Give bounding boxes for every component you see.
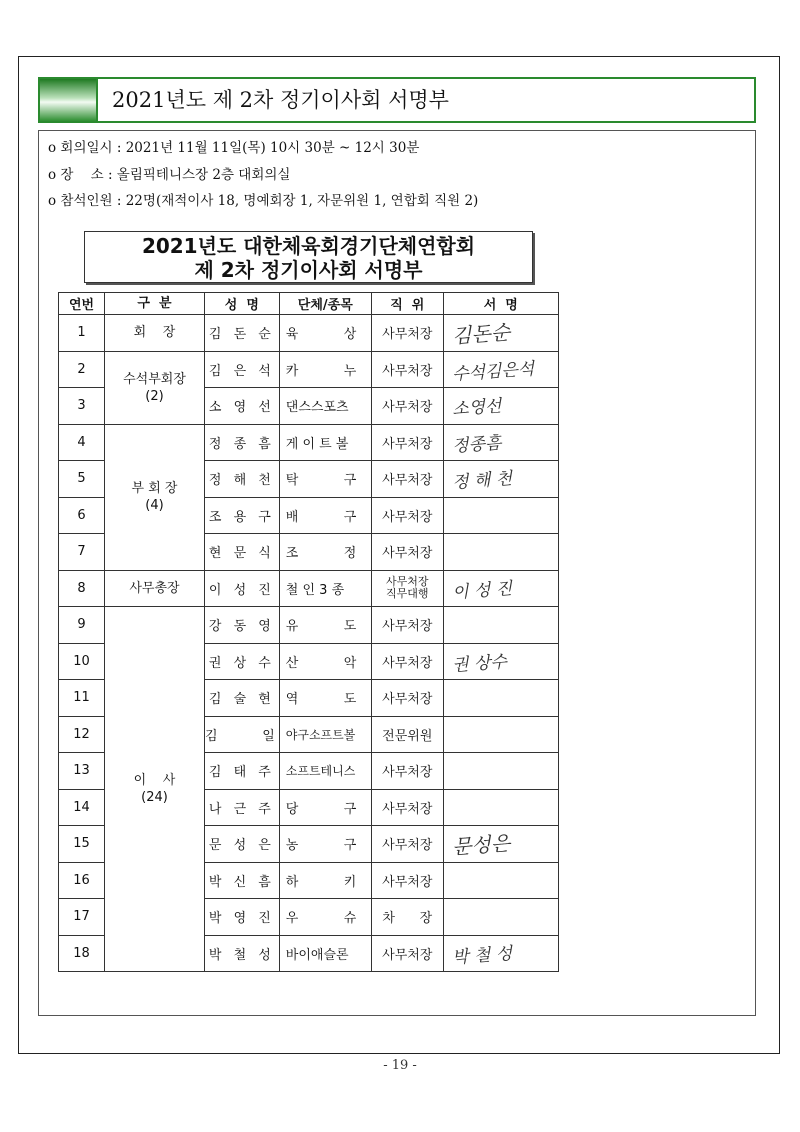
meeting-date-line bbox=[48, 136, 419, 156]
member-name: 권 상 수 bbox=[205, 643, 280, 680]
row-no: 17 bbox=[59, 899, 105, 936]
meeting-place-label: o 장 소 : bbox=[48, 167, 117, 183]
category-label: 이 사 bbox=[133, 773, 176, 788]
handwritten-signature: 이 성 진 bbox=[451, 578, 513, 603]
member-name: 나 근 주 bbox=[205, 789, 280, 826]
category-count: (4) bbox=[145, 498, 164, 513]
member-position: 사무처장 bbox=[371, 534, 443, 571]
handwritten-signature: 수석김은석 bbox=[451, 358, 535, 385]
header-position: 직 위 bbox=[371, 293, 443, 315]
position-line1: 사무처장 bbox=[386, 575, 429, 589]
member-sport: 댄스스포츠 bbox=[279, 388, 371, 425]
handwritten-signature: 박 철 성 bbox=[451, 943, 513, 968]
member-sport: 유 도 bbox=[279, 607, 371, 644]
row-no: 2 bbox=[59, 351, 105, 388]
member-sport: 탁 구 bbox=[279, 461, 371, 498]
member-name: 김 태 주 bbox=[205, 753, 280, 790]
member-sport: 바이애슬론 bbox=[279, 935, 371, 972]
category-secretary-general: 사무총장 bbox=[105, 570, 205, 607]
signature-cell bbox=[443, 570, 558, 607]
signature-sheet-title bbox=[84, 231, 533, 283]
attendees-value: 22명(재적이사 18, 명예회장 1, 자문위원 1, 연합회 직원 2) bbox=[125, 193, 479, 209]
category-senior-vp bbox=[105, 351, 205, 424]
member-name: 박 영 진 bbox=[205, 899, 280, 936]
table-row bbox=[59, 424, 559, 461]
member-position: 차 장 bbox=[371, 899, 443, 936]
member-name: 강 동 영 bbox=[205, 607, 280, 644]
position-line2: 직무대행 bbox=[386, 587, 429, 601]
table-row bbox=[59, 351, 559, 388]
row-no: 1 bbox=[59, 315, 105, 352]
table-row bbox=[59, 570, 559, 607]
member-sport: 카 누 bbox=[279, 351, 371, 388]
member-position: 사무처장 bbox=[371, 351, 443, 388]
header-category: 구 분 bbox=[105, 293, 205, 315]
row-no: 14 bbox=[59, 789, 105, 826]
row-no: 12 bbox=[59, 716, 105, 753]
member-position: 사무처장 bbox=[371, 826, 443, 863]
handwritten-signature: 권 상수 bbox=[451, 651, 508, 676]
header-signature: 서 명 bbox=[443, 293, 558, 315]
sheet-title-line1: 2021년도 대한체육회경기단체연합회 bbox=[141, 234, 476, 258]
document-title-box bbox=[38, 77, 756, 123]
signature-cell bbox=[443, 899, 558, 936]
member-sport: 우 슈 bbox=[279, 899, 371, 936]
row-no: 11 bbox=[59, 680, 105, 717]
title-green-block bbox=[40, 79, 98, 121]
handwritten-signature: 정종흠 bbox=[451, 433, 502, 457]
row-no: 13 bbox=[59, 753, 105, 790]
member-sport: 하 키 bbox=[279, 862, 371, 899]
signature-cell bbox=[443, 534, 558, 571]
attendees-label: o 참석인원 : bbox=[48, 193, 126, 209]
member-position: 사무처장 bbox=[371, 753, 443, 790]
member-name: 박 철 성 bbox=[205, 935, 280, 972]
signature-cell bbox=[443, 388, 558, 425]
header-no: 연번 bbox=[59, 293, 105, 315]
table-row bbox=[59, 607, 559, 644]
meeting-date-label: o 회의일시 : bbox=[48, 140, 126, 156]
signature-cell bbox=[443, 716, 558, 753]
category-count: (2) bbox=[145, 388, 164, 404]
handwritten-signature: 문성은 bbox=[451, 831, 511, 860]
member-position: 사무처장 bbox=[371, 607, 443, 644]
member-name: 이 성 진 bbox=[205, 570, 280, 607]
row-no: 8 bbox=[59, 570, 105, 607]
row-no: 18 bbox=[59, 935, 105, 972]
signature-cell bbox=[443, 935, 558, 972]
page-number: - 19 - bbox=[383, 1058, 417, 1073]
member-sport: 당 구 bbox=[279, 789, 371, 826]
member-sport: 산 악 bbox=[279, 643, 371, 680]
member-position: 사무처장 bbox=[371, 497, 443, 534]
member-sport: 농 구 bbox=[279, 826, 371, 863]
member-name: 정 해 천 bbox=[205, 461, 280, 498]
member-sport: 게 이 트 볼 bbox=[279, 424, 371, 461]
signature-cell bbox=[443, 826, 558, 863]
category-director bbox=[105, 607, 205, 972]
signature-cell bbox=[443, 607, 558, 644]
member-name: 소 영 선 bbox=[205, 388, 280, 425]
category-label: 부 회 장 bbox=[131, 481, 178, 496]
member-sport: 철 인 3 종 bbox=[279, 570, 371, 607]
member-name: 김 돈 순 bbox=[205, 315, 280, 352]
member-name: 조 용 구 bbox=[205, 497, 280, 534]
member-position: 사무처장 bbox=[371, 789, 443, 826]
member-position: 사무처장 bbox=[371, 935, 443, 972]
member-position: 사무처장 bbox=[371, 680, 443, 717]
member-name: 박 신 흠 bbox=[205, 862, 280, 899]
member-position bbox=[371, 570, 443, 607]
member-sport: 역 도 bbox=[279, 680, 371, 717]
signature-cell bbox=[443, 862, 558, 899]
signature-cell bbox=[443, 680, 558, 717]
row-no: 5 bbox=[59, 461, 105, 498]
member-name: 김 술 현 bbox=[205, 680, 280, 717]
row-no: 6 bbox=[59, 497, 105, 534]
member-name: 현 문 식 bbox=[205, 534, 280, 571]
member-position: 사무처장 bbox=[371, 643, 443, 680]
table-row bbox=[59, 315, 559, 352]
member-position: 사무처장 bbox=[371, 315, 443, 352]
header-name: 성 명 bbox=[205, 293, 280, 315]
row-no: 4 bbox=[59, 424, 105, 461]
category-label: 수석부회장 bbox=[123, 371, 186, 387]
attendees-line bbox=[48, 189, 478, 209]
member-name: 정 종 흠 bbox=[205, 424, 280, 461]
signature-cell bbox=[443, 643, 558, 680]
member-sport: 소프트테니스 bbox=[279, 753, 371, 790]
sheet-title-line2: 제 2차 정기이사회 서명부 bbox=[194, 258, 423, 282]
signature-cell bbox=[443, 315, 558, 352]
signature-table bbox=[58, 292, 559, 972]
category-vp bbox=[105, 424, 205, 570]
category-president: 회 장 bbox=[105, 315, 205, 352]
member-position: 전문위원 bbox=[371, 716, 443, 753]
member-position: 사무처장 bbox=[371, 461, 443, 498]
signature-cell bbox=[443, 351, 558, 388]
member-sport: 육 상 bbox=[279, 315, 371, 352]
member-sport: 조 정 bbox=[279, 534, 371, 571]
handwritten-signature: 소영선 bbox=[451, 396, 502, 420]
meeting-date-value: 2021년 11월 11일(목) 10시 30분 ~ 12시 30분 bbox=[125, 140, 420, 156]
meeting-place-value: 올림픽테니스장 2층 대회의실 bbox=[116, 167, 291, 183]
member-position: 사무처장 bbox=[371, 424, 443, 461]
row-no: 7 bbox=[59, 534, 105, 571]
signature-cell bbox=[443, 424, 558, 461]
row-no: 16 bbox=[59, 862, 105, 899]
row-no: 9 bbox=[59, 607, 105, 644]
member-name: 김 일 bbox=[205, 716, 280, 753]
row-no: 10 bbox=[59, 643, 105, 680]
signature-cell bbox=[443, 461, 558, 498]
member-name: 김 은 석 bbox=[205, 351, 280, 388]
row-no: 3 bbox=[59, 388, 105, 425]
member-position: 사무처장 bbox=[371, 862, 443, 899]
meeting-place-line bbox=[48, 163, 290, 183]
signature-cell bbox=[443, 497, 558, 534]
document-title: 2021년도 제 2차 정기이사회 서명부 bbox=[112, 88, 449, 112]
member-name: 문 성 은 bbox=[205, 826, 280, 863]
member-sport: 배 구 bbox=[279, 497, 371, 534]
category-count: (24) bbox=[141, 790, 168, 805]
header-organization: 단체/종목 bbox=[279, 293, 371, 315]
member-position: 사무처장 bbox=[371, 388, 443, 425]
signature-cell bbox=[443, 789, 558, 826]
row-no: 15 bbox=[59, 826, 105, 863]
handwritten-signature: 정 해 천 bbox=[451, 469, 513, 494]
signature-cell bbox=[443, 753, 558, 790]
table-header-row bbox=[59, 293, 559, 315]
handwritten-signature: 김돈순 bbox=[451, 320, 511, 349]
member-sport: 야구소프트볼 bbox=[279, 716, 371, 753]
